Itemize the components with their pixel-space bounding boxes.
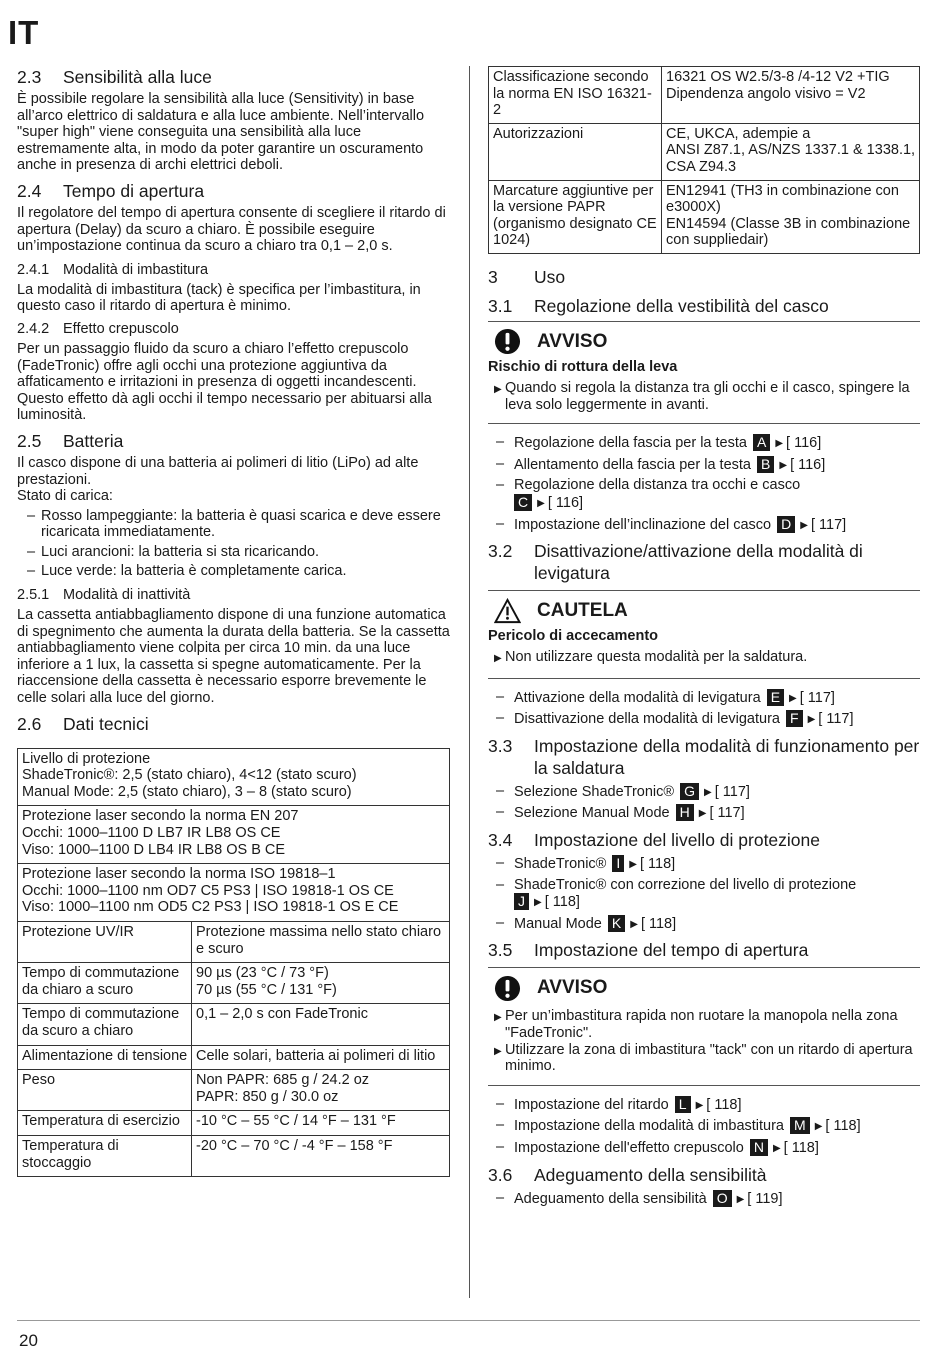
table-cell: Livello di protezione ShadeTronic®: 2,5 (stato chiaro), 4<12 (stato scuro) Manual Mode: 2,5 (stato chiaro), 3 – 8 (stato scuro)	[18, 748, 450, 806]
section-number: 2.5.1	[17, 587, 50, 604]
right-column	[488, 66, 920, 1208]
bullet-text: Utilizzare la zona di imbastitura "tack" con un ritardo di apertura minimo.	[505, 1041, 913, 1075]
section-heading	[488, 295, 920, 317]
section-heading	[488, 939, 920, 961]
table-row	[18, 1070, 450, 1111]
page-arrow-icon: ▶	[814, 1121, 823, 1133]
list-item: – Impostazione dell'effetto crepuscolo N ▶ [ 118]	[496, 1139, 819, 1156]
table-value: Celle solari, batteria ai polimeri di litio	[192, 1045, 450, 1070]
table-row	[18, 1111, 450, 1136]
bullet-triangle-icon: ▶	[494, 1012, 502, 1024]
list-item: – Luce verde: la batteria è completamente carica.	[17, 563, 450, 580]
section-title: Batteria	[63, 430, 124, 451]
bullet-triangle-icon: ▶	[494, 383, 502, 395]
notice-bullet	[488, 1008, 920, 1041]
page-reference[interactable]: [ 117]	[709, 805, 745, 822]
table-value: 16321 OS W2.5/3-8 /4-12 V2 +TIG Dipendenza angolo visivo = V2	[662, 67, 920, 124]
table-key: Peso	[18, 1070, 192, 1111]
list-item-text: Luci arancioni: la batteria si sta ricaricando.	[41, 543, 320, 560]
table-key: Marcature aggiuntive per la versione PAPR (organismo designato CE 1024)	[489, 180, 662, 253]
list-item-text: Luce verde: la batteria è completamente carica.	[41, 563, 347, 580]
table-key: Temperatura di stoccaggio	[18, 1135, 192, 1176]
page-arrow-icon: ▶	[807, 714, 816, 726]
language-code: IT	[8, 14, 40, 51]
section-title: Uso	[534, 266, 566, 287]
section-number: 2.6	[17, 713, 42, 734]
page-arrow-icon: ▶	[537, 497, 545, 509]
paragraph: Il regolatore del tempo di apertura consente di scegliere il ritardo di apertura (Delay) da scuro a chiaro. È possibile eseguire un’impostazione continua da scuro a chiaro tra 0,1 – 2,0 s.	[17, 204, 446, 255]
figure-reference-box: G	[680, 783, 699, 800]
technical-data-table-continued	[488, 66, 920, 254]
section-number: 3.2	[488, 541, 513, 562]
table-key: Tempo di commutazione da chiaro a scuro	[18, 963, 192, 1004]
section-number: 3.4	[488, 830, 513, 851]
section-heading	[17, 180, 450, 202]
page-arrow-icon: ▶	[800, 519, 808, 531]
table-row	[18, 921, 450, 962]
page-arrow-icon: ▶	[534, 897, 542, 909]
section-heading	[488, 829, 920, 851]
notice-subtitle: Rischio di rottura della leva	[488, 358, 678, 375]
page-arrow-icon: ▶	[698, 808, 707, 820]
section-title: Dati tecnici	[63, 713, 149, 734]
list-item: – Selezione ShadeTronic® G ▶ [ 117]	[496, 782, 750, 800]
list-item: – Luci arancioni: la batteria si sta ricaricando.	[17, 544, 450, 561]
figure-reference-box: C	[514, 494, 532, 511]
section-number: 2.5	[17, 430, 42, 451]
paragraph: La modalità di imbastitura (tack) è specifica per l’imbastitura, in questo caso il ritardo di apertura è minimo.	[17, 281, 421, 315]
section-title: Tempo di apertura	[63, 180, 205, 201]
page-reference[interactable]: [ 118]	[640, 915, 677, 932]
column-divider	[469, 66, 470, 1298]
list-item-text: Impostazione del ritardo	[514, 1096, 669, 1113]
figure-reference-box: F	[786, 710, 803, 727]
figure-reference-box: A	[753, 434, 770, 451]
page-arrow-icon: ▶	[695, 1099, 704, 1111]
page-arrow-icon: ▶	[736, 1193, 745, 1205]
paragraph: Per un passaggio fluido da scuro a chiaro l’effetto crepuscolo (FadeTronic) offre agli occhi una protezione aggiuntiva da affaticamento e irritazioni in presenza di oggetti incandescenti. Questo effetto dà agli occhi il tempo necessario per abituarsi alla luminosità.	[17, 340, 432, 424]
list-item-text: ShadeTronic® con correzione del livello di protezione	[514, 876, 857, 893]
warning-exclamation-icon	[494, 975, 521, 1002]
list-item: – Selezione Manual Mode H ▶ [ 117]	[496, 804, 745, 822]
page-arrow-icon: ▶	[789, 692, 797, 704]
page-reference[interactable]: [ 118]	[544, 894, 580, 911]
subsection-heading	[17, 320, 450, 338]
notice-title: AVVISO	[537, 330, 608, 352]
list-item-text: Selezione Manual Mode	[514, 805, 670, 822]
warning-exclamation-icon	[494, 328, 521, 355]
table-key: Classificazione secondo la norma EN ISO 16321-2	[489, 67, 662, 124]
list-item: – Attivazione della modalità di levigatura E ▶ [ 117]	[496, 688, 835, 706]
list-item-text: Impostazione della modalità di imbastitura	[514, 1118, 784, 1135]
section-title: Adeguamento della sensibilità	[534, 1164, 767, 1185]
figure-reference-box: B	[757, 456, 774, 473]
notice-box	[488, 321, 920, 424]
table-value: Protezione massima nello stato chiaro e scuro	[192, 921, 450, 962]
bullet-text: Non utilizzare questa modalità per la saldatura.	[505, 649, 808, 666]
section-heading	[488, 1164, 920, 1186]
list-item-text: Regolazione della fascia per la testa	[514, 435, 747, 452]
list-item-text: ShadeTronic®	[514, 856, 607, 873]
section-title: Modalità di imbastitura	[63, 261, 209, 278]
section-number: 2.4.1	[17, 261, 50, 278]
section-number: 3.3	[488, 735, 513, 756]
notice-bullet	[488, 649, 920, 668]
notice-bullet	[488, 1042, 920, 1075]
notice-box	[488, 590, 920, 679]
section-heading	[17, 713, 450, 735]
table-row	[489, 123, 920, 180]
page-arrow-icon: ▶	[772, 1143, 781, 1154]
section-title: Impostazione del livello di protezione	[534, 830, 820, 851]
page-reference[interactable]: [ 117]	[714, 783, 750, 800]
subsection-heading	[17, 586, 450, 604]
list-item-text: Rosso lampeggiante: la batteria è quasi scarica e deve essere ricaricata immediatamente.	[41, 507, 441, 541]
section-number: 3	[488, 266, 498, 287]
list-item: – Regolazione della distanza tra occhi e casco C ▶ [ 116]	[496, 477, 801, 511]
section-heading	[488, 735, 920, 779]
list-item-text: Adeguamento della sensibilità	[514, 1190, 707, 1207]
table-row	[18, 864, 450, 922]
list-item-text: Impostazione dell’inclinazione del casco	[514, 516, 772, 533]
page-reference[interactable]: [ 116]	[786, 435, 822, 452]
list-item-text: Manual Mode	[514, 915, 602, 932]
table-cell: Protezione laser secondo la norma EN 207 Occhi: 1000–1100 D LB7 IR LB8 OS CE Viso: 1000–1100 D LB4 IR LB8 OS B CE	[18, 806, 450, 864]
page-reference[interactable]: [ 116]	[547, 494, 584, 511]
page-arrow-icon: ▶	[779, 459, 788, 471]
figure-reference-box: L	[675, 1096, 691, 1113]
table-value: -20 °C – 70 °C / -4 °F – 158 °F	[192, 1135, 450, 1176]
list-item: – Disattivazione della modalità di levigatura F ▶ [ 117]	[496, 710, 854, 728]
figure-reference-box: I	[612, 855, 624, 872]
page-arrow-icon: ▶	[629, 859, 637, 871]
figure-reference-box: K	[608, 915, 625, 932]
figure-reference-box: M	[790, 1117, 810, 1134]
table-value: 0,1 – 2,0 s con FadeTronic	[192, 1004, 450, 1045]
page-arrow-icon: ▶	[704, 786, 712, 798]
table-key: Temperatura di esercizio	[18, 1111, 192, 1136]
table-value: CE, UKCA, adempie a ANSI Z87.1, AS/NZS 1337.1 & 1338.1, CSA Z94.3	[662, 123, 920, 180]
table-row	[18, 963, 450, 1004]
list-item: – Rosso lampeggiante: la batteria è quasi scarica e deve essere ricaricata immediatamente.	[17, 508, 450, 541]
table-row	[18, 748, 450, 806]
list-item: – Manual Mode K ▶ [ 118]	[496, 914, 677, 932]
page-arrow-icon: ▶	[775, 438, 784, 450]
page-reference[interactable]: [ 118]	[783, 1140, 819, 1156]
subsection-heading	[17, 261, 450, 279]
list-item: – Regolazione della fascia per la testa A ▶ [ 116]	[496, 434, 822, 452]
list-item: – Adeguamento della sensibilità O ▶ [ 119]	[496, 1189, 783, 1207]
table-row	[489, 67, 920, 124]
footer-divider	[17, 1320, 920, 1321]
section-number: 3.6	[488, 1164, 513, 1185]
section-heading	[488, 540, 920, 584]
page-reference[interactable]: [ 118]	[825, 1118, 861, 1135]
section-title: Disattivazione/attivazione della modalità di levigatura	[534, 541, 863, 584]
paragraph: Il casco dispone di una batteria ai polimeri di litio (LiPo) ad alte prestazioni.	[17, 454, 419, 488]
bullet-text: Per un’imbastitura rapida non ruotare la manopola nella zona "FadeTronic".	[505, 1008, 898, 1042]
table-key: Tempo di commutazione da scuro a chiaro	[18, 1004, 192, 1045]
list-item: – Allentamento della fascia per la testa B ▶ [ 116]	[496, 455, 826, 473]
notice-bullet	[488, 380, 920, 413]
paragraph: La cassetta antiabbagliamento dispone di una funzione automatica di spegnimento che aumenta la durata della batteria. Se la cassetta antiabbagliamento viene colpita per circa 10 min. da una luce inferiore a 1 lux, la cassetta si spegne automaticamente. Per la riaccensione della cassetta è necessario esporre brevemente le celle solari alla luce del giorno.	[17, 607, 450, 707]
section-title: Impostazione della modalità di funzionamento per la saldatura	[534, 735, 920, 778]
section-number: 2.3	[17, 67, 42, 87]
section-number: 2.4	[17, 180, 42, 201]
page-reference[interactable]: [ 117]	[810, 516, 847, 533]
list-item-text: Allentamento della fascia per la testa	[514, 456, 751, 473]
list-item: – Impostazione del ritardo L ▶ [ 118]	[496, 1095, 742, 1113]
table-value: 90 µs (23 °C / 73 °F) 70 µs (55 °C / 131 °F)	[192, 963, 450, 1004]
left-column	[17, 66, 450, 1177]
table-row	[18, 806, 450, 864]
technical-data-table	[17, 748, 450, 1177]
bullet-text: Quando si regola la distanza tra gli occhi e il casco, spingere la leva solo leggermente in avanti.	[505, 379, 910, 413]
list-item: – ShadeTronic® I ▶ [ 118]	[496, 855, 676, 873]
figure-reference-box: J	[514, 893, 529, 910]
page-reference[interactable]: [ 119]	[747, 1190, 783, 1207]
table-row	[18, 1004, 450, 1045]
section-number: 3.5	[488, 940, 513, 961]
list-item: – ShadeTronic® con correzione del livello di protezione J ▶ [ 118]	[496, 876, 857, 911]
section-title: Regolazione della vestibilità del casco	[534, 295, 829, 316]
table-key: Alimentazione di tensione	[18, 1045, 192, 1070]
table-value: -10 °C – 55 °C / 14 °F – 131 °F	[192, 1111, 450, 1136]
section-title: Modalità di inattività	[63, 587, 191, 604]
page-reference[interactable]: [ 118]	[706, 1096, 742, 1113]
page-arrow-icon: ▶	[630, 918, 638, 930]
paragraph: Stato di carica:	[17, 488, 113, 505]
caution-triangle-icon	[494, 598, 521, 625]
table-key: Protezione UV/IR	[18, 921, 192, 962]
section-title: Sensibilità alla luce	[63, 67, 212, 87]
list-item-text: Disattivazione della modalità di levigatura	[514, 711, 780, 728]
table-cell: Protezione laser secondo la norma ISO 19818–1 Occhi: 1000–1100 nm OD7 C5 PS3 | ISO 19818-1 OS CE Viso: 1000–1100 nm OD5 C2 PS3 | ISO 19818-1 OS E CE	[18, 864, 450, 922]
page-reference[interactable]: [ 117]	[799, 689, 835, 706]
table-value: Non PAPR: 685 g / 24.2 oz PAPR: 850 g / 30.0 oz	[192, 1070, 450, 1111]
figure-reference-box: O	[713, 1190, 732, 1207]
figure-reference-box: H	[676, 804, 694, 821]
bullet-triangle-icon: ▶	[494, 653, 502, 665]
page-reference[interactable]: [ 116]	[790, 456, 826, 473]
section-number: 2.4.2	[17, 320, 50, 337]
figure-reference-box: D	[777, 516, 795, 533]
page-number: 20	[19, 1331, 38, 1350]
list-item: – Impostazione dell’inclinazione del casco D ▶ [ 117]	[496, 515, 847, 533]
figure-reference-box: E	[767, 689, 784, 706]
list-item-text: Attivazione della modalità di levigatura	[514, 689, 761, 706]
table-row	[18, 1135, 450, 1176]
table-key: Autorizzazioni	[489, 123, 662, 180]
notice-subtitle: Pericolo di accecamento	[488, 628, 659, 645]
list-item-text: Selezione ShadeTronic®	[514, 783, 675, 800]
section-heading	[17, 430, 450, 452]
table-value: EN12941 (TH3 in combinazione con e3000X) EN14594 (Classe 3B in combinazione con suppliedair)	[662, 180, 920, 253]
notice-box	[488, 967, 920, 1085]
notice-title: CAUTELA	[537, 600, 628, 622]
page-reference[interactable]: [ 118]	[640, 856, 676, 873]
section-heading	[17, 66, 450, 88]
table-row	[18, 1045, 450, 1070]
paragraph: È possibile regolare la sensibilità alla luce (Sensitivity) in base all’arco elettrico di saldatura e alla luce ambiente. Nell’intervallo "super high" viene conseguita una sensibilità alla luce estremamente alta, in modo da poter garantire un oscuramento anche in presenza di archi elettrici deboli.	[17, 91, 425, 174]
list-item: – Impostazione della modalità di imbastitura M ▶ [ 118]	[496, 1117, 861, 1135]
bullet-triangle-icon: ▶	[494, 1045, 502, 1057]
section-title: Effetto crepuscolo	[63, 320, 179, 337]
table-row	[489, 180, 920, 253]
page-reference[interactable]: [ 117]	[818, 711, 854, 728]
section-title: Impostazione del tempo di apertura	[534, 940, 809, 961]
notice-title: AVVISO	[537, 977, 608, 999]
figure-reference-box: N	[750, 1139, 768, 1156]
list-item-text: Impostazione dell'effetto crepuscolo	[514, 1140, 744, 1156]
chapter-heading	[488, 266, 920, 288]
section-number: 3.1	[488, 295, 513, 316]
list-item-text: Regolazione della distanza tra occhi e casco	[514, 477, 801, 494]
